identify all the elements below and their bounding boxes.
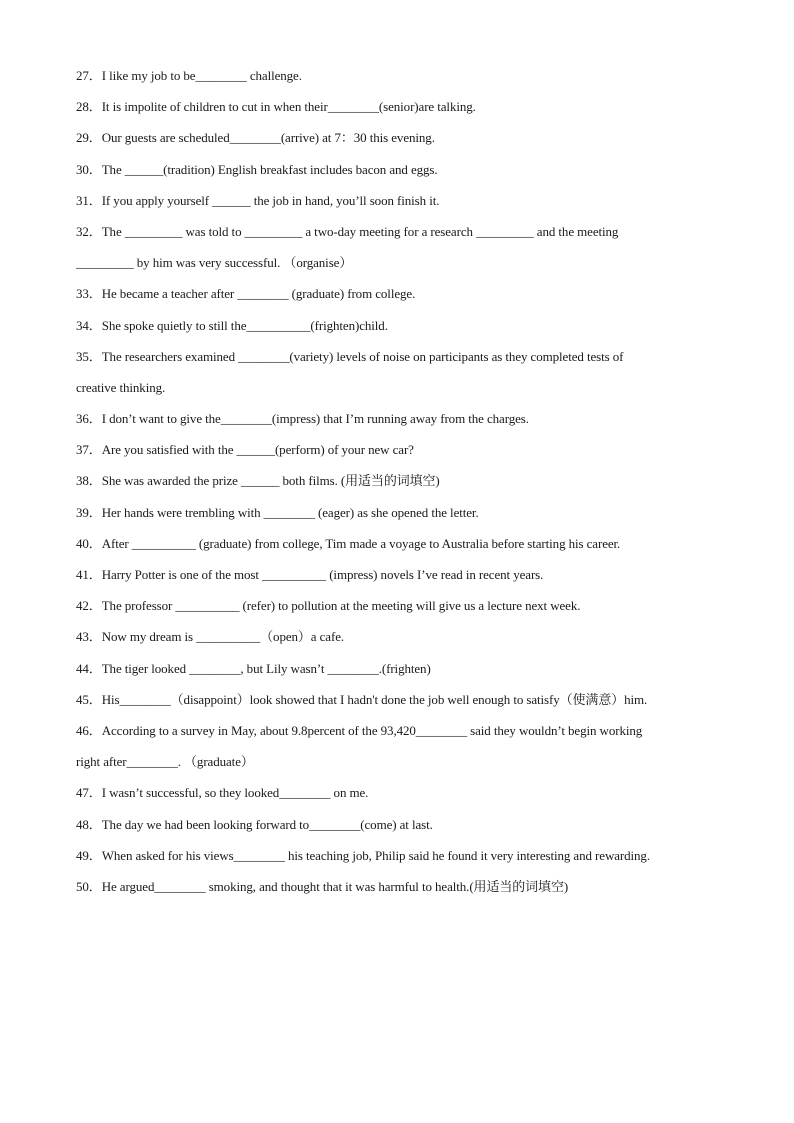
exercise-line-40: 40．After __________ (graduate) from college, Tim made a voyage to Australia before starting his career. bbox=[76, 535, 621, 551]
exercise-line-30: 30．The ______(tradition) English breakfast includes bacon and eggs. bbox=[76, 161, 438, 177]
exercise-line-46-continued: right after________. （graduate） bbox=[76, 754, 254, 770]
exercise-line-27: 27．I like my job to be________ challenge. bbox=[76, 68, 302, 83]
exercise-line-36: 36．I don’t want to give the________(impress) that I’m running away from the charges. bbox=[76, 411, 529, 427]
exercise-line-29: 29．Our guests are scheduled________(arrive) at 7：30 this evening. bbox=[76, 130, 435, 146]
exercise-line-32-continued: _________ by him was very successful. （organise） bbox=[76, 255, 353, 271]
exercise-line-32: 32．The _________ was told to _________ a two-day meeting for a research _________ and the meeting bbox=[76, 223, 619, 239]
exercise-line-33: 33．He became a teacher after ________ (graduate) from college. bbox=[76, 286, 416, 302]
exercise-line-44: 44．The tiger looked ________, but Lily wasn’t ________.(frighten) bbox=[76, 660, 431, 676]
exercise-line-34: 34．She spoke quietly to still the__________(frighten)child. bbox=[76, 317, 388, 333]
exercise-line-50: 50．He argued________ smoking, and thought that it was harmful to health.(用适当的词填空) bbox=[76, 878, 569, 894]
exercise-line-47: 47．I wasn’t successful, so they looked________ on me. bbox=[76, 785, 369, 801]
exercise-line-39: 39．Her hands were trembling with ________ (eager) as she opened the letter. bbox=[76, 504, 479, 520]
exercise-list bbox=[76, 66, 716, 908]
exercise-line-45: 45．His________（disappoint）look showed that I hadn't done the job well enough to satisfy（使满意）him. bbox=[76, 691, 648, 707]
exercise-line-46: 46．According to a survey in May, about 9.8percent of the 93,420________ said they wouldn’t begin working bbox=[76, 722, 643, 738]
exercise-line-35: 35．The researchers examined ________(variety) levels of noise on participants as they completed tests of bbox=[76, 348, 624, 364]
exercise-line-42: 42．The professor __________ (refer) to pollution at the meeting will give us a lecture next week. bbox=[76, 598, 581, 614]
exercise-line-38: 38．She was awarded the prize ______ both films. (用适当的词填空) bbox=[76, 473, 440, 489]
exercise-line-37: 37．Are you satisfied with the ______(perform) of your new car? bbox=[76, 442, 414, 458]
exercise-line-43: 43．Now my dream is __________（open）a cafe. bbox=[76, 629, 345, 645]
exercise-line-41: 41．Harry Potter is one of the most __________ (impress) novels I’ve read in recent years. bbox=[76, 567, 544, 582]
exercise-line-49: 49．When asked for his views________ his teaching job, Philip said he found it very interesting and rewarding. bbox=[76, 847, 650, 863]
exercise-line-35-continued: creative thinking. bbox=[76, 379, 166, 395]
exercise-line-31: 31．If you apply yourself ______ the job in hand, you’ll soon finish it. bbox=[76, 192, 440, 208]
exercise-line-28: 28．It is impolite of children to cut in when their________(senior)are talking. bbox=[76, 99, 476, 115]
exercise-line-48: 48．The day we had been looking forward to________(come) at last. bbox=[76, 816, 433, 832]
